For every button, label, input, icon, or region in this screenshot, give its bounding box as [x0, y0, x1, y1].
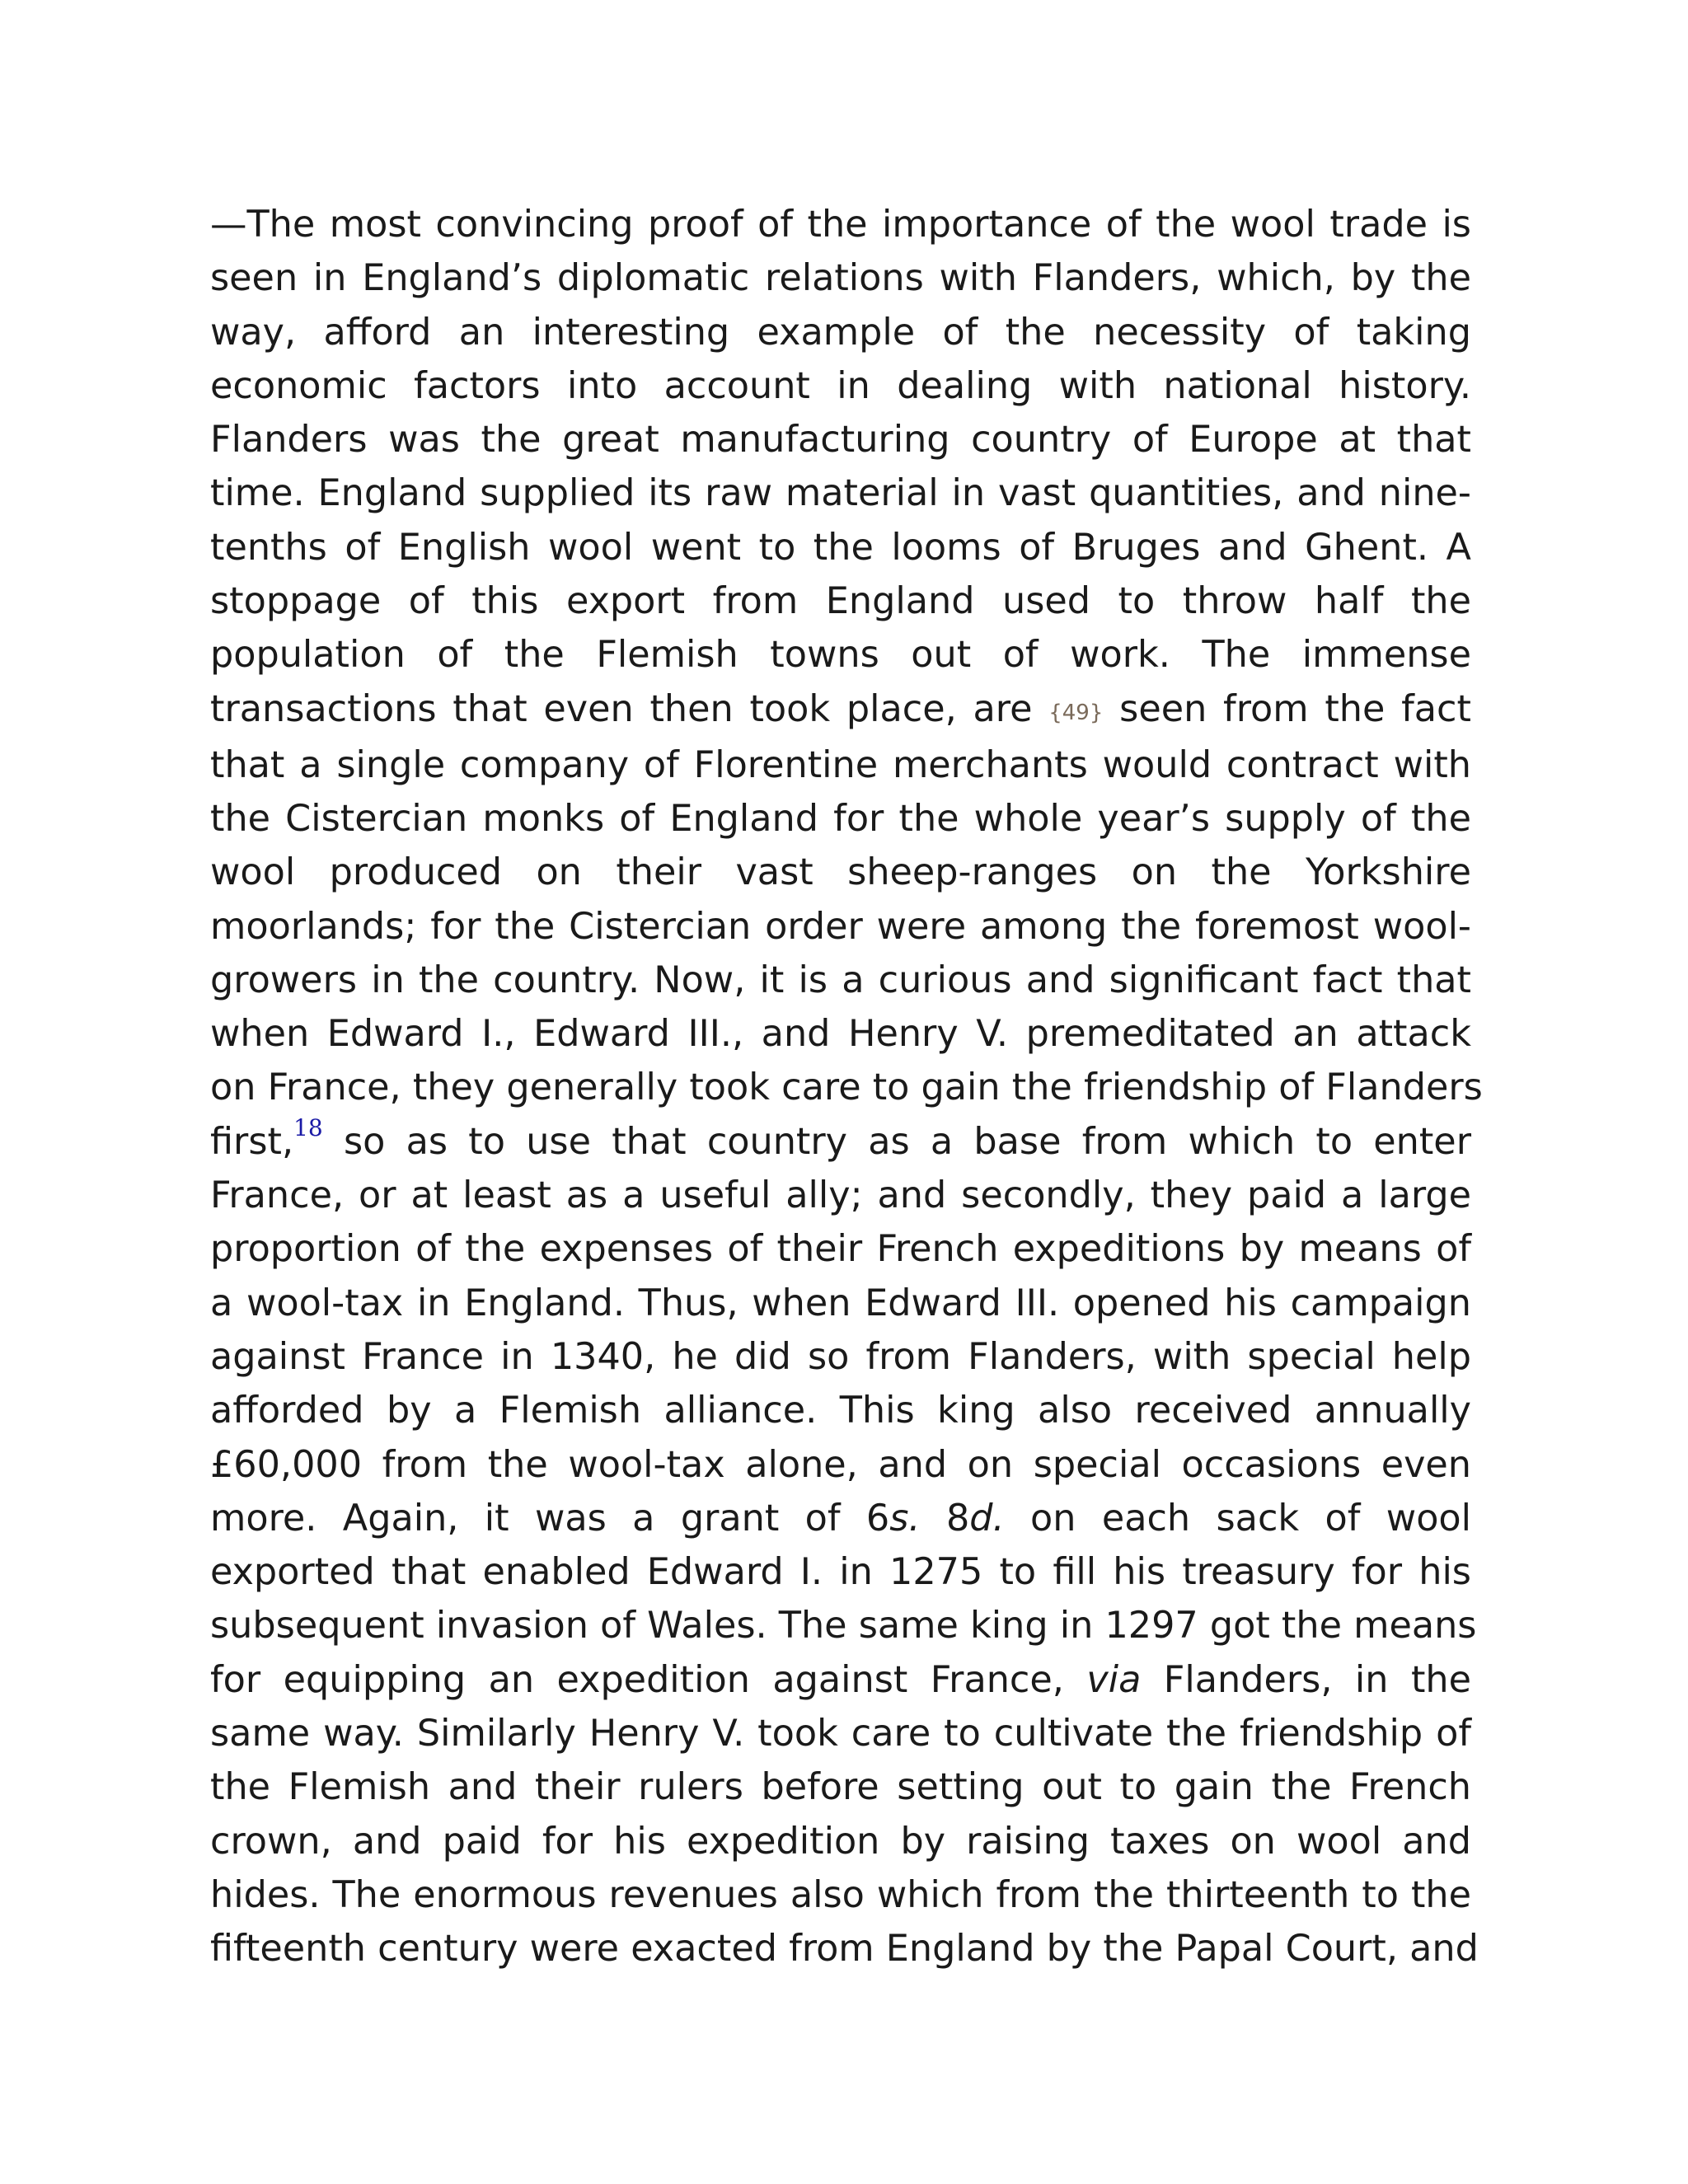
- text-line: [210, 1492, 1471, 1545]
- text-line: that a single company of Florentine merchants would contract with: [210, 743, 1471, 786]
- text-segment: so as to use that country as a base from which to enter: [343, 1120, 1471, 1163]
- text-line: way, afford an interesting example of the necessity of taking: [210, 311, 1471, 354]
- text-line: time. England supplied its raw material in vast quantities, and nine-: [210, 472, 1471, 515]
- text-line: when Edward I., Edward III., and Henry V. premeditated an attack: [210, 1013, 1471, 1056]
- text-line: hides. The enormous revenues also which from the thirteenth to the: [210, 1873, 1471, 1916]
- text-segment: 8: [945, 1497, 970, 1540]
- text-line: same way. Similarly Henry V. took care to cultivate the friendship of: [210, 1713, 1471, 1755]
- text-line: the Flemish and their rulers before setting out to gain the French: [210, 1766, 1471, 1809]
- footnote-link[interactable]: 18: [293, 1113, 323, 1141]
- text-line: moorlands; for the Cistercian order were among the foremost wool-: [210, 905, 1471, 948]
- text-line: fifteenth century were exacted from England by the Papal Court, and: [210, 1928, 1479, 1971]
- text-line: against France in 1340, he did so from Flanders, with special help: [210, 1335, 1471, 1378]
- text-line: tenths of English wool went to the looms of Bruges and Ghent. A: [210, 526, 1471, 569]
- text-line: £60,000 from the wool-tax alone, and on special occasions even: [210, 1443, 1471, 1486]
- text-line: on France, they generally took care to gain the friendship of Flanders: [210, 1066, 1483, 1109]
- text-segment: seen from the fact: [1119, 687, 1471, 730]
- text-line: wool produced on their vast sheep-ranges on the Yorkshire: [210, 851, 1471, 894]
- italic-text: s.: [889, 1497, 921, 1540]
- page-number-marker[interactable]: {49}: [1048, 700, 1104, 725]
- text-line: the Cistercian monks of England for the whole year’s supply of the: [210, 797, 1471, 840]
- text-line: afforded by a Flemish alliance. This king also received annually: [210, 1390, 1471, 1432]
- italic-text: via: [1086, 1658, 1142, 1701]
- text-line: stoppage of this export from England used to throw half the: [210, 580, 1471, 623]
- text-segment: more. Again, it was a grant of 6: [210, 1497, 890, 1540]
- text-line: proportion of the expenses of their French expeditions by means of: [210, 1228, 1471, 1271]
- text-line: [210, 1653, 1471, 1707]
- text-line: France, or at least as a useful ally; and secondly, they paid a large: [210, 1174, 1471, 1217]
- italic-text: d.: [969, 1497, 1005, 1540]
- text-segment: for equipping an expedition against France,: [210, 1658, 1064, 1701]
- document-page: [210, 198, 1483, 1976]
- text-line: economic factors into account in dealing with national history.: [210, 364, 1471, 407]
- text-segment: first,: [210, 1120, 294, 1163]
- text-line: growers in the country. Now, it is a curious and significant fact that: [210, 958, 1471, 1001]
- text-line: seen in England’s diplomatic relations with Flanders, which, by the: [210, 257, 1471, 300]
- text-line: [210, 682, 1471, 738]
- text-line: population of the Flemish towns out of work. The immense: [210, 634, 1471, 677]
- text-segment: on each sack of wool: [1030, 1497, 1472, 1540]
- text-line: a wool-tax in England. Thus, when Edward III. opened his campaign: [210, 1282, 1471, 1324]
- text-segment: transactions that even then took place, are: [210, 687, 1033, 730]
- text-line: Flanders was the great manufacturing country of Europe at that: [210, 419, 1471, 462]
- text-line: exported that enabled Edward I. in 1275 to fill his treasury for his: [210, 1551, 1471, 1594]
- text-line: —The most convincing proof of the importance of the wool trade is: [210, 204, 1471, 246]
- text-line: [210, 1115, 1471, 1169]
- text-line: crown, and paid for his expedition by raising taxes on wool and: [210, 1820, 1471, 1863]
- text-segment: Flanders, in the: [1163, 1658, 1471, 1701]
- text-line: subsequent invasion of Wales. The same king in 1297 got the means: [210, 1605, 1477, 1647]
